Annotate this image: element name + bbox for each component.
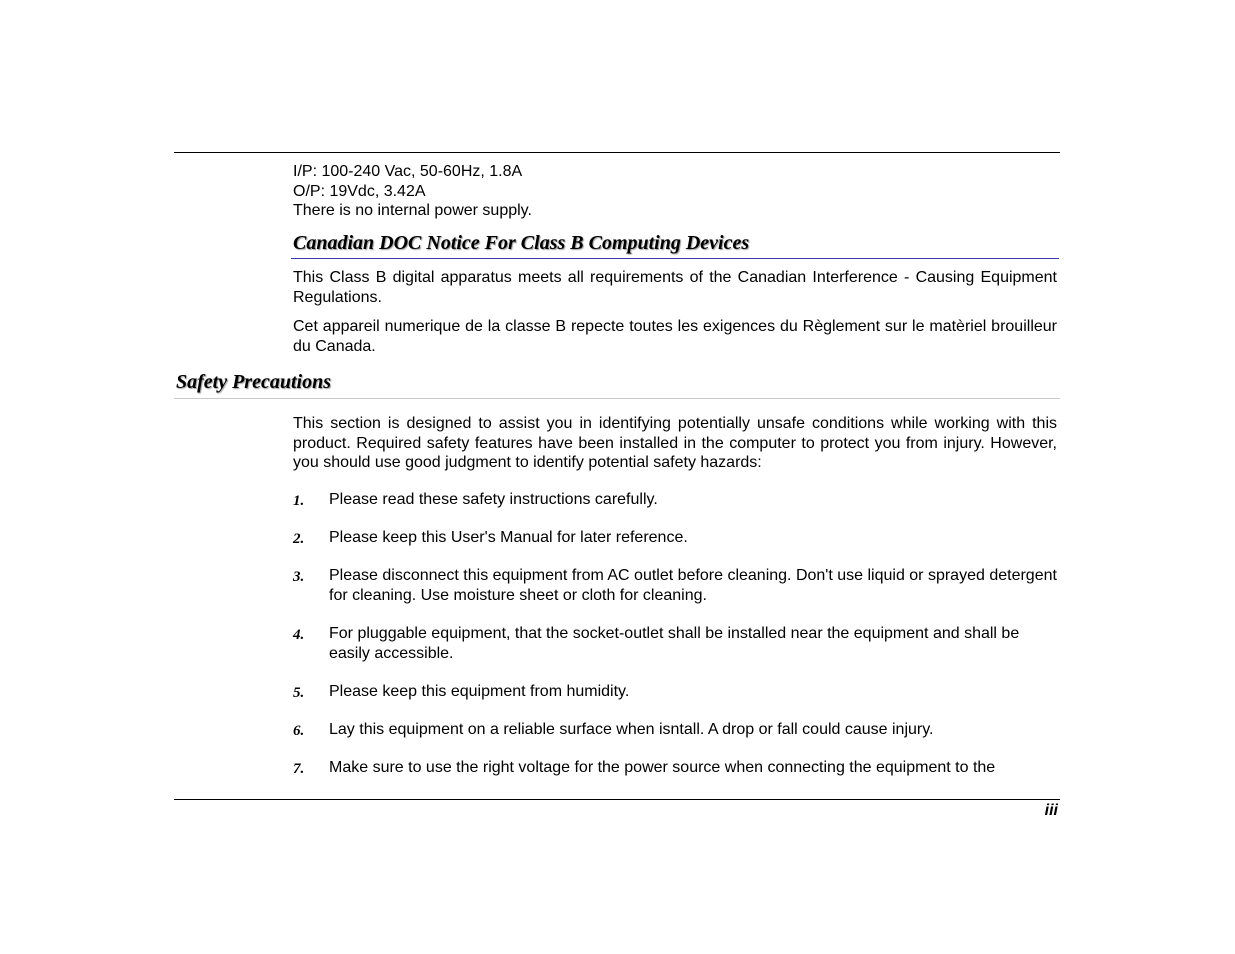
list-item-number: 5.: [293, 685, 305, 701]
list-item-number: 2.: [293, 531, 305, 547]
list-item: [293, 566, 1063, 606]
header-divider: [174, 152, 1060, 153]
canadian-heading-underline: [291, 258, 1059, 259]
list-item-text: Make sure to use the right voltage for the power source when connecting the equipment to the: [329, 759, 996, 776]
list-item: [293, 624, 1063, 664]
footer-divider: [174, 799, 1060, 800]
list-item-number: 6.: [293, 723, 305, 739]
safety-intro: This section is designed to assist you in identifying potentially unsafe conditions while working with this product. Required safety features have been installed in the computer to protect you from injury. However, you should use good judgment to identify potential safety hazards:: [293, 415, 1057, 471]
canadian-notice-french: Cet appareil numerique de la classe B repecte toutes les exigences du Règlement sur le matèriel brouilleur du Canada.: [293, 318, 1057, 355]
list-item-number: 4.: [293, 627, 305, 643]
list-item-text: For pluggable equipment, that the socket-outlet shall be installed near the equipment and shall be easily accessible.: [329, 625, 1020, 662]
list-item-text: Please keep this User's Manual for later reference.: [329, 529, 688, 546]
list-item: [293, 490, 1063, 510]
list-item: [293, 720, 1063, 740]
input-spec: I/P: 100-240 Vac, 50-60Hz, 1.8A: [293, 163, 523, 180]
page-number: iii: [1044, 802, 1058, 819]
output-spec: O/P: 19Vdc, 3.42A: [293, 182, 426, 200]
list-item-number: 1.: [293, 493, 305, 509]
safety-heading-underline: [174, 398, 1060, 399]
list-item-number: 7.: [293, 761, 305, 777]
list-item: [293, 758, 1063, 778]
list-item-text: Please disconnect this equipment from AC outlet before cleaning. Don't use liquid or sprayed detergent for cleaning. Use moisture sheet or cloth for cleaning.: [329, 567, 1057, 604]
list-item-text: Please read these safety instructions carefully.: [329, 491, 658, 508]
list-item: [293, 682, 1063, 702]
power-supply-note: There is no internal power supply.: [293, 202, 532, 219]
safety-instructions-list: [293, 490, 1063, 796]
canadian-notice-heading: Canadian DOC Notice For Class B Computing Devices: [293, 232, 750, 254]
power-specs: [293, 162, 1057, 221]
canadian-notice-english: This Class B digital apparatus meets all requirements of the Canadian Interference - Causing Equipment Regulations.: [293, 269, 1057, 306]
safety-precautions-heading: Safety Precautions: [176, 371, 331, 393]
list-item-number: 3.: [293, 569, 305, 585]
list-item-text: Please keep this equipment from humidity.: [329, 683, 630, 700]
list-item-text: Lay this equipment on a reliable surface when isntall. A drop or fall could cause injury.: [329, 721, 934, 738]
list-item: [293, 528, 1063, 548]
